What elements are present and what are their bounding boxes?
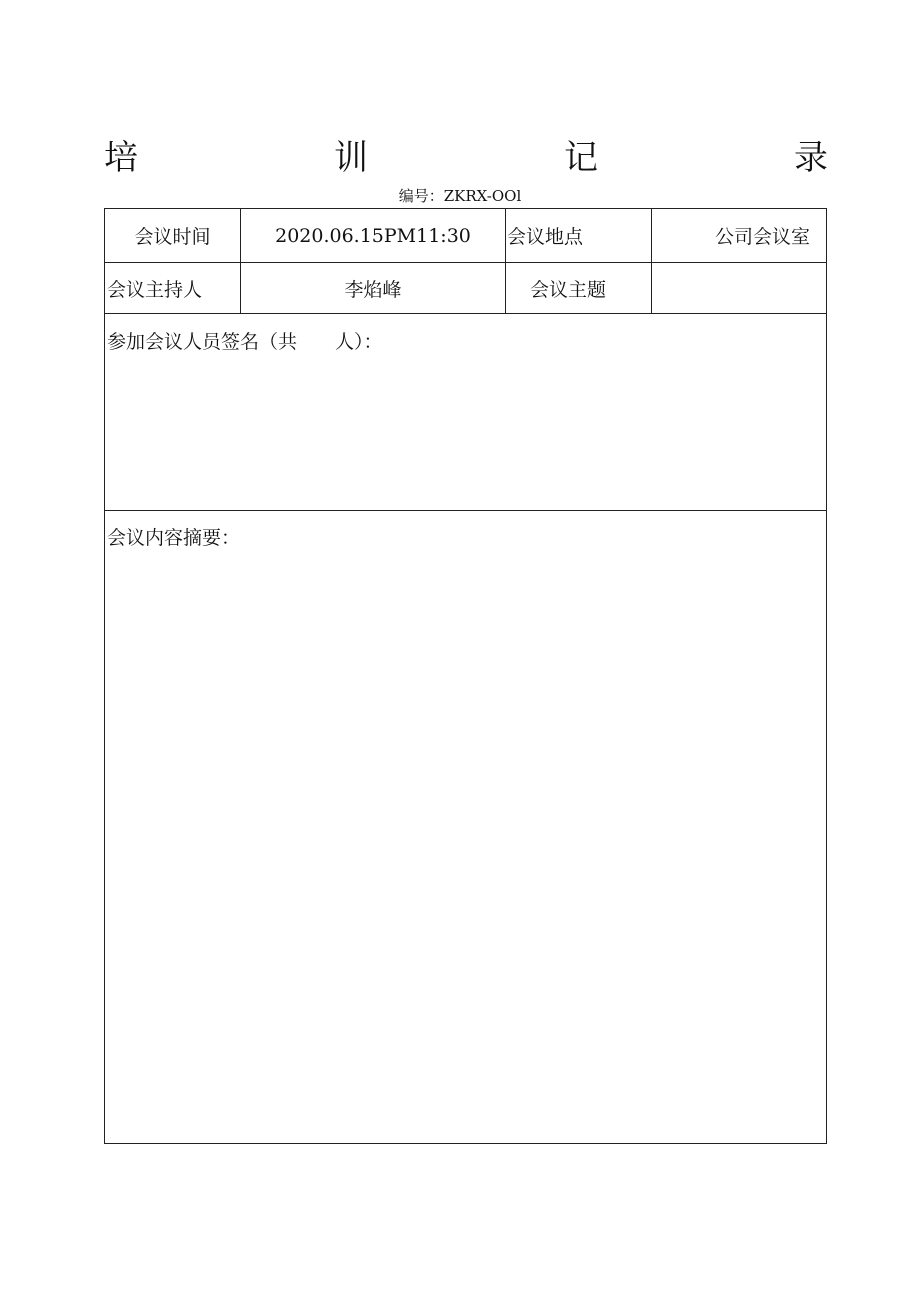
title-char-4: 录 [794, 138, 828, 178]
title-char-2: 训 [334, 138, 368, 178]
meeting-time-label: 会议时间 [134, 226, 211, 248]
row-divider-3 [105, 510, 826, 511]
meeting-location-label: 会议地点 [507, 226, 584, 248]
document-code: 编号：ZKRX-OOl [398, 187, 522, 205]
meeting-location-value: 公司会议室 [714, 226, 810, 248]
meeting-host-value: 李焰峰 [344, 278, 402, 301]
meeting-topic-value [652, 263, 827, 313]
meeting-topic-label: 会议主题 [529, 278, 606, 301]
meeting-time-value: 2020.06.15PM11:30 [275, 224, 471, 247]
meeting-record-table [104, 208, 827, 1144]
document-title [104, 136, 828, 180]
attendees-signature-label: 参加会议人员签名（共 人）： [107, 331, 383, 353]
title-char-3: 记 [564, 138, 598, 178]
meeting-host-label: 会议主持人 [107, 278, 203, 301]
row-divider-2 [105, 313, 826, 314]
meeting-summary-label: 会议内容摘要： [107, 527, 241, 549]
title-char-1: 培 [104, 138, 138, 178]
